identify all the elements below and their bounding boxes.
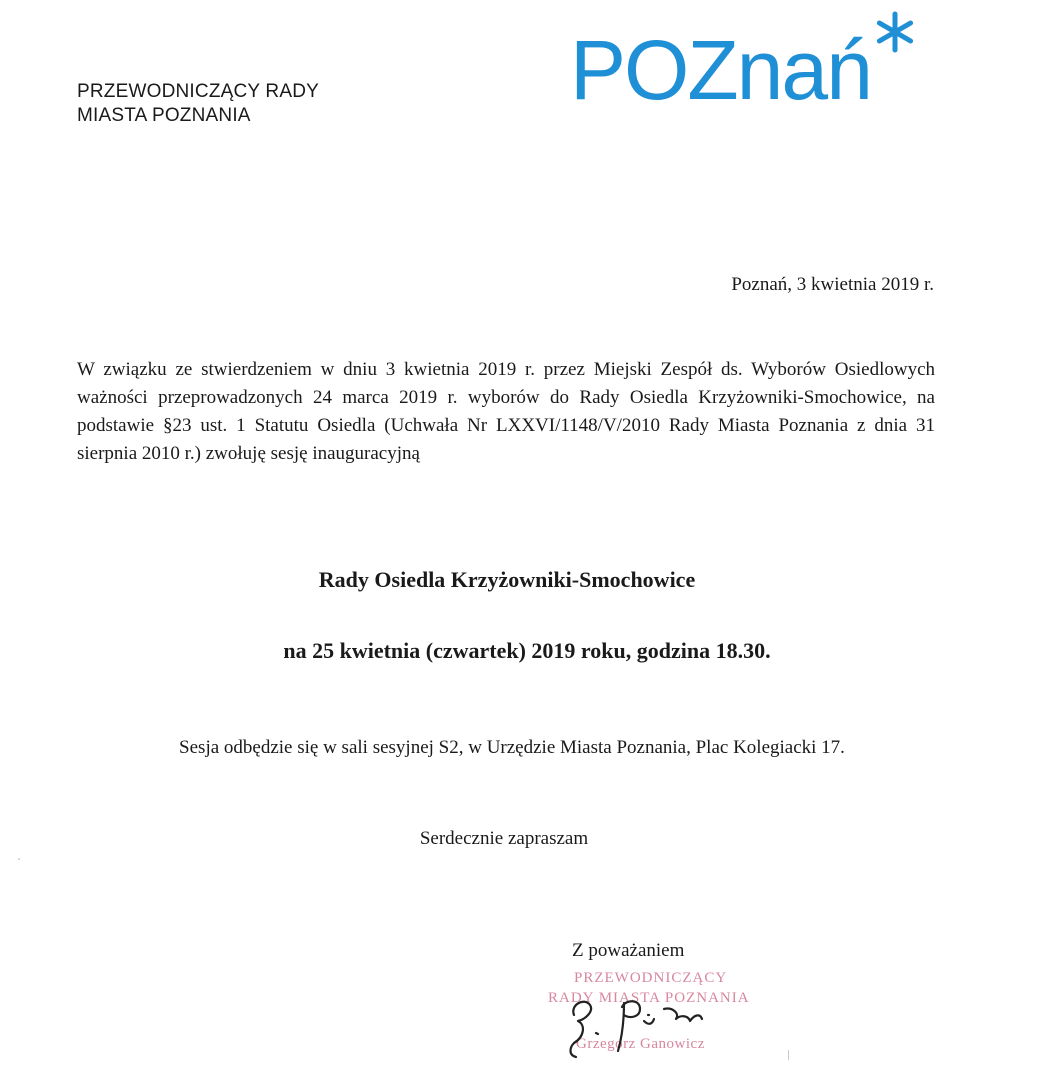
invitation-text: Serdecznie zapraszam [419,828,589,849]
logo-wordmark: POZnań [570,23,871,117]
stamp-signatory-name: Grzegorz Ganowicz [576,1036,705,1052]
stamp-org: RADY MIASTA POZNANIA [548,990,750,1006]
asterisk-star-icon [873,10,917,54]
poznan-logo [568,10,928,117]
scan-dot [18,858,20,860]
sender-header [77,80,319,128]
council-name-heading: Rady Osiedla Krzyżowniki-Smochowice [318,567,696,592]
letter-date: Poznań, 3 kwietnia 2019 r. [731,274,934,295]
handwritten-signature [560,985,740,1060]
letter-body: W związku ze stwierdzeniem w dniu 3 kwietnia 2019 r. przez Miejski Zespół ds. Wyborów Osiedlowych ważności przeprowadzonych 24 marca 2019 r. wyborów do Rady Osiedla Krzyżowniki-Smochowice, na podstawie §23 ust. 1 Statutu Osiedla (Uchwała Nr LXXVI/1148/V/2010 Rady Miasta Poznania z dnia 31 sierpnia 2010 r.) zwołuję sesję inauguracyjną [77,359,935,464]
venue-info: Sesja odbędzie się w sali sesyjnej S2, w Urzędzie Miasta Poznania, Plac Kolegiacki 17. [179,737,845,758]
stamp-title: PRZEWODNICZĄCY [574,970,728,986]
sender-line-2: MIASTA POZNANIA [77,105,251,126]
meeting-datetime-heading: na 25 kwietnia (czwartek) 2019 roku, godzina 18.30. [283,638,771,663]
sender-line-1: PRZEWODNICZĄCY RADY [77,81,320,102]
scan-mark [788,1050,793,1060]
closing-regards: Z poważaniem [572,940,685,961]
